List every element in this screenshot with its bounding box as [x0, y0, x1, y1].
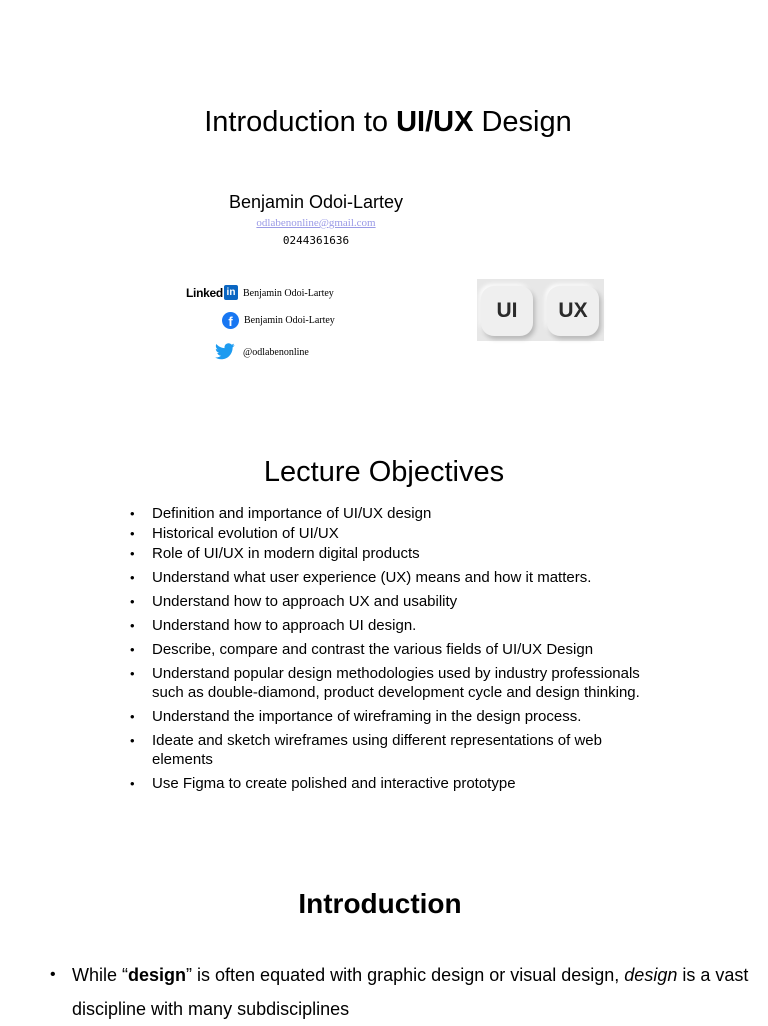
intro-italic-design: design: [624, 965, 678, 985]
bullet-marker: •: [130, 666, 135, 681]
ux-badge: UX: [547, 286, 599, 336]
intro-text-part: While “: [72, 965, 129, 985]
linkedin-handle: Benjamin Odoi-Lartey: [243, 288, 334, 299]
objective-item: [130, 544, 650, 563]
title-emphasis: UI/UX: [396, 106, 474, 138]
objective-item: [130, 616, 650, 635]
intro-text-part: ” is often equated with graphic design or visual design,: [186, 965, 625, 985]
ui-badge: UI: [481, 286, 533, 336]
bullet-marker: •: [130, 776, 135, 791]
twitter-icon: [215, 343, 235, 360]
introduction-paragraph: [50, 958, 750, 1026]
title-suffix: Design: [473, 106, 572, 138]
objective-item: [130, 731, 650, 769]
facebook-icon: f: [222, 312, 239, 329]
objective-text: Understand what user experience (UX) means and how it matters.: [152, 569, 592, 586]
introduction-text: [72, 958, 750, 1026]
introduction-heading: Introduction: [298, 888, 462, 919]
objective-item: [130, 592, 650, 611]
objective-text: Understand how to approach UX and usability: [152, 593, 458, 610]
objective-text: Historical evolution of UI/UX: [152, 525, 339, 542]
intro-bold-design: design: [128, 965, 187, 985]
author-email-link[interactable]: odlabenonline@gmail.com: [256, 217, 376, 229]
bullet-marker: •: [50, 966, 56, 983]
author-phone: 0244361636: [282, 234, 350, 247]
bullet-marker: •: [130, 594, 135, 609]
bullet-marker: •: [130, 526, 135, 541]
twitter-handle: @odlabenonline: [243, 347, 309, 358]
objectives-heading: Lecture Objectives: [263, 456, 505, 488]
objective-item: [130, 568, 650, 587]
objective-item: [130, 504, 650, 523]
objectives-list: [130, 504, 650, 793]
bullet-marker: •: [130, 546, 135, 561]
intro-text-part: is a vast discipline with many subdisciplines: [72, 965, 749, 1019]
objective-item: [130, 707, 650, 726]
objective-item: [130, 664, 650, 702]
ui-ux-badge-image: [477, 279, 604, 341]
facebook-handle: Benjamin Odoi-Lartey: [244, 315, 335, 326]
objective-text: Use Figma to create polished and interactive prototype: [152, 775, 516, 792]
title-prefix: Introduction to: [204, 106, 397, 138]
document-title: [0, 104, 768, 140]
bullet-marker: •: [130, 570, 135, 585]
bullet-marker: •: [130, 642, 135, 657]
objective-text: Understand how to approach UI design.: [152, 617, 417, 634]
objective-text: Understand popular design methodologies used by industry professionals such as double-diamond, product development cycle and design thinking.: [152, 665, 640, 701]
bullet-marker: •: [130, 506, 135, 521]
objective-text: Understand the importance of wireframing in the design process.: [152, 708, 582, 725]
objective-text: Definition and importance of UI/UX design: [152, 505, 432, 522]
objective-item: [130, 640, 650, 659]
objective-item: [130, 524, 650, 543]
bullet-marker: •: [130, 618, 135, 633]
bullet-marker: •: [130, 733, 135, 748]
objective-text: Role of UI/UX in modern digital products: [152, 545, 420, 562]
bullet-marker: •: [130, 709, 135, 724]
author-name: Benjamin Odoi-Lartey: [228, 192, 404, 212]
objective-text: Describe, compare and contrast the various fields of UI/UX Design: [152, 641, 594, 658]
linkedin-wordmark: Linked: [186, 286, 223, 300]
objective-item: [130, 774, 650, 793]
objective-text: Ideate and sketch wireframes using different representations of web elements: [152, 732, 602, 768]
linkedin-icon: in: [224, 285, 238, 300]
